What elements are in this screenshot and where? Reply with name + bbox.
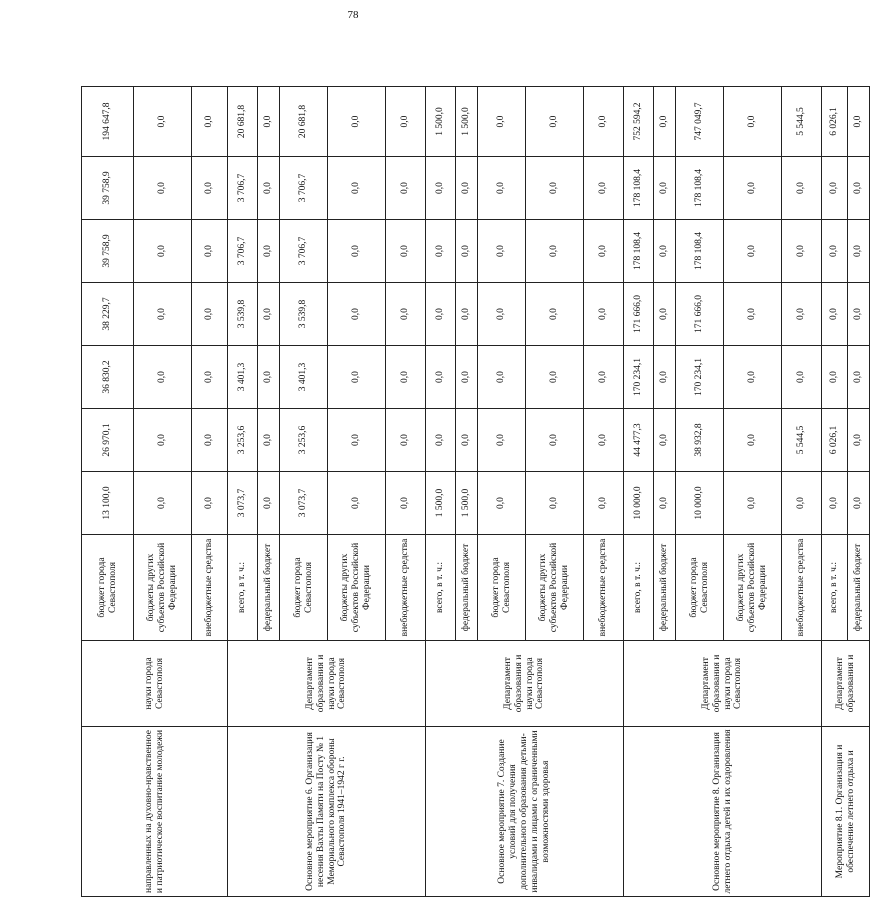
total-cell: 0,0: [848, 87, 870, 157]
value-cell: 0,0: [724, 220, 782, 283]
value-cell: 0,0: [526, 220, 584, 283]
total-cell: 747 049,7: [676, 87, 724, 157]
value-cell: 170 234,1: [624, 346, 654, 409]
value-cell: 0,0: [258, 283, 280, 346]
value-cell: 39 758,9: [82, 220, 134, 283]
source-cell: бюджеты других субъектов Российской Федерации: [134, 535, 192, 641]
value-cell: 38 932,8: [676, 409, 724, 472]
rotated-table-container: [81, 87, 864, 897]
value-cell: 0,0: [584, 472, 624, 535]
event-cell: направленных на духовно-нравственное и патриотическое воспитание молодежи: [82, 727, 228, 897]
value-cell: 3 253,6: [228, 409, 258, 472]
value-cell: 0,0: [724, 283, 782, 346]
value-cell: 0,0: [386, 283, 426, 346]
value-cell: 0,0: [456, 283, 478, 346]
executor-cell: Департамент образования и науки города Севастополя: [228, 641, 426, 727]
value-cell: 0,0: [456, 346, 478, 409]
value-cell: 0,0: [478, 283, 526, 346]
total-cell: 752 594,2: [624, 87, 654, 157]
value-cell: 44 477,3: [624, 409, 654, 472]
source-cell: бюджеты других субъектов Российской Федерации: [328, 535, 386, 641]
value-cell: 0,0: [456, 157, 478, 220]
event-cell: Мероприятие 8.1. Организация и обеспечение летнего отдыха и: [822, 727, 870, 897]
value-cell: 0,0: [258, 472, 280, 535]
value-cell: 3 539,8: [280, 283, 328, 346]
executor-cell: Департамент образования и: [822, 641, 870, 727]
value-cell: 0,0: [328, 283, 386, 346]
value-cell: 0,0: [654, 472, 676, 535]
total-cell: 0,0: [654, 87, 676, 157]
table-row: [822, 87, 848, 897]
value-cell: 0,0: [426, 220, 456, 283]
value-cell: 1 500,0: [456, 472, 478, 535]
value-cell: 178 108,4: [624, 157, 654, 220]
value-cell: 0,0: [822, 283, 848, 346]
value-cell: 0,0: [426, 346, 456, 409]
value-cell: 0,0: [386, 157, 426, 220]
value-cell: 0,0: [724, 346, 782, 409]
value-cell: 0,0: [848, 409, 870, 472]
value-cell: 0,0: [386, 472, 426, 535]
value-cell: 26 970,1: [82, 409, 134, 472]
value-cell: 0,0: [328, 220, 386, 283]
source-cell: федеральный бюджет: [848, 535, 870, 641]
value-cell: 0,0: [584, 409, 624, 472]
total-cell: 0,0: [478, 87, 526, 157]
value-cell: 13 100,0: [82, 472, 134, 535]
value-cell: 0,0: [848, 346, 870, 409]
value-cell: 0,0: [526, 346, 584, 409]
source-cell: федеральный бюджет: [654, 535, 676, 641]
value-cell: 0,0: [724, 157, 782, 220]
value-cell: 0,0: [478, 472, 526, 535]
value-cell: 0,0: [848, 283, 870, 346]
value-cell: 3 706,7: [228, 220, 258, 283]
value-cell: 0,0: [848, 220, 870, 283]
value-cell: 0,0: [782, 283, 822, 346]
value-cell: 3 253,6: [280, 409, 328, 472]
source-cell: внебюджетные средства: [386, 535, 426, 641]
value-cell: 0,0: [584, 346, 624, 409]
source-cell: всего, в т. ч.:: [228, 535, 258, 641]
event-cell: Основное мероприятие 8. Организация летнего отдыха детей и их оздоровления: [624, 727, 822, 897]
value-cell: 0,0: [134, 283, 192, 346]
value-cell: 0,0: [782, 472, 822, 535]
value-cell: 0,0: [192, 283, 228, 346]
value-cell: 0,0: [782, 157, 822, 220]
value-cell: 0,0: [258, 157, 280, 220]
value-cell: 3 706,7: [228, 157, 258, 220]
page-number: 78: [347, 9, 359, 21]
value-cell: 0,0: [426, 283, 456, 346]
value-cell: 0,0: [478, 157, 526, 220]
funding-table: [81, 86, 870, 897]
value-cell: 0,0: [478, 220, 526, 283]
value-cell: 0,0: [724, 409, 782, 472]
value-cell: 178 108,4: [676, 157, 724, 220]
value-cell: 178 108,4: [624, 220, 654, 283]
value-cell: 38 229,7: [82, 283, 134, 346]
value-cell: 0,0: [822, 157, 848, 220]
value-cell: 0,0: [134, 472, 192, 535]
value-cell: 0,0: [478, 409, 526, 472]
executor-cell: Департамент образования и науки города Севастополя: [426, 641, 624, 727]
value-cell: 5 544,5: [782, 409, 822, 472]
total-cell: 20 681,8: [280, 87, 328, 157]
total-cell: 1 500,0: [456, 87, 478, 157]
value-cell: 0,0: [328, 346, 386, 409]
value-cell: 0,0: [192, 220, 228, 283]
value-cell: 0,0: [782, 220, 822, 283]
event-cell: Основное мероприятие 6. Организация несения Вахты Памяти на Посту № 1 Мемориального комплекса обороны Севастополя 1941–1942 г г.: [228, 727, 426, 897]
value-cell: 0,0: [724, 472, 782, 535]
value-cell: 0,0: [192, 346, 228, 409]
value-cell: 0,0: [192, 409, 228, 472]
table-row: [624, 87, 654, 897]
total-cell: 0,0: [724, 87, 782, 157]
value-cell: 0,0: [134, 157, 192, 220]
value-cell: 6 026,1: [822, 409, 848, 472]
total-cell: 1 500,0: [426, 87, 456, 157]
value-cell: 0,0: [134, 220, 192, 283]
value-cell: 0,0: [654, 409, 676, 472]
table-row: [426, 87, 456, 897]
value-cell: 0,0: [328, 409, 386, 472]
table-row: [228, 87, 258, 897]
source-cell: бюджеты других субъектов Российской Федерации: [724, 535, 782, 641]
value-cell: 0,0: [584, 220, 624, 283]
value-cell: 0,0: [426, 409, 456, 472]
value-cell: 0,0: [426, 157, 456, 220]
executor-cell: науки города Севастополя: [82, 641, 228, 727]
total-cell: 6 026,1: [822, 87, 848, 157]
value-cell: 0,0: [258, 409, 280, 472]
value-cell: 0,0: [654, 346, 676, 409]
source-cell: внебюджетные средства: [192, 535, 228, 641]
value-cell: 170 234,1: [676, 346, 724, 409]
value-cell: 0,0: [526, 283, 584, 346]
total-cell: 0,0: [386, 87, 426, 157]
source-cell: бюджет города Севастополя: [280, 535, 328, 641]
source-cell: федеральный бюджет: [456, 535, 478, 641]
value-cell: 0,0: [478, 346, 526, 409]
value-cell: 10 000,0: [676, 472, 724, 535]
value-cell: 36 830,2: [82, 346, 134, 409]
value-cell: 0,0: [134, 346, 192, 409]
value-cell: 3 073,7: [280, 472, 328, 535]
value-cell: 0,0: [328, 472, 386, 535]
source-cell: внебюджетные средства: [584, 535, 624, 641]
source-cell: бюджеты других субъектов Российской Федерации: [526, 535, 584, 641]
value-cell: 0,0: [526, 409, 584, 472]
value-cell: 3 706,7: [280, 220, 328, 283]
source-cell: бюджет города Севастополя: [478, 535, 526, 641]
source-cell: всего, в т. ч.:: [426, 535, 456, 641]
value-cell: 0,0: [456, 220, 478, 283]
event-cell: Основное мероприятие 7. Создание условий для получения дополнительного образования детьми-инвалидами и лицами с ограниченными возможностями здоровья: [426, 727, 624, 897]
value-cell: 0,0: [822, 220, 848, 283]
source-cell: всего, в т. ч.:: [624, 535, 654, 641]
value-cell: 0,0: [386, 346, 426, 409]
value-cell: 0,0: [822, 472, 848, 535]
value-cell: 0,0: [526, 472, 584, 535]
value-cell: 0,0: [192, 472, 228, 535]
total-cell: 0,0: [192, 87, 228, 157]
value-cell: 171 666,0: [676, 283, 724, 346]
value-cell: 0,0: [328, 157, 386, 220]
total-cell: 0,0: [584, 87, 624, 157]
total-cell: 194 647,8: [82, 87, 134, 157]
value-cell: 0,0: [584, 283, 624, 346]
total-cell: 0,0: [258, 87, 280, 157]
value-cell: 10 000,0: [624, 472, 654, 535]
value-cell: 0,0: [654, 283, 676, 346]
value-cell: 171 666,0: [624, 283, 654, 346]
source-cell: бюджет города Севастополя: [82, 535, 134, 641]
total-cell: 0,0: [134, 87, 192, 157]
value-cell: 0,0: [192, 157, 228, 220]
value-cell: 1 500,0: [426, 472, 456, 535]
value-cell: 3 401,3: [228, 346, 258, 409]
value-cell: 0,0: [526, 157, 584, 220]
value-cell: 3 073,7: [228, 472, 258, 535]
value-cell: 0,0: [848, 157, 870, 220]
value-cell: 0,0: [134, 409, 192, 472]
source-cell: всего, в т. ч.:: [822, 535, 848, 641]
source-cell: федеральный бюджет: [258, 535, 280, 641]
value-cell: 0,0: [456, 409, 478, 472]
value-cell: 0,0: [258, 346, 280, 409]
total-cell: 20 681,8: [228, 87, 258, 157]
funding-table-body: [82, 87, 870, 897]
value-cell: 0,0: [822, 346, 848, 409]
value-cell: 178 108,4: [676, 220, 724, 283]
source-cell: внебюджетные средства: [782, 535, 822, 641]
value-cell: 0,0: [386, 409, 426, 472]
table-row: [82, 87, 134, 897]
value-cell: 0,0: [386, 220, 426, 283]
source-cell: бюджет города Севастополя: [676, 535, 724, 641]
value-cell: 39 758,9: [82, 157, 134, 220]
total-cell: 0,0: [328, 87, 386, 157]
value-cell: 3 706,7: [280, 157, 328, 220]
value-cell: 0,0: [258, 220, 280, 283]
executor-cell: Департамент образования и науки города Севастополя: [624, 641, 822, 727]
value-cell: 3 401,3: [280, 346, 328, 409]
value-cell: 0,0: [782, 346, 822, 409]
value-cell: 3 539,8: [228, 283, 258, 346]
value-cell: 0,0: [848, 472, 870, 535]
value-cell: 0,0: [654, 220, 676, 283]
total-cell: 5 544,5: [782, 87, 822, 157]
value-cell: 0,0: [584, 157, 624, 220]
total-cell: 0,0: [526, 87, 584, 157]
value-cell: 0,0: [654, 157, 676, 220]
